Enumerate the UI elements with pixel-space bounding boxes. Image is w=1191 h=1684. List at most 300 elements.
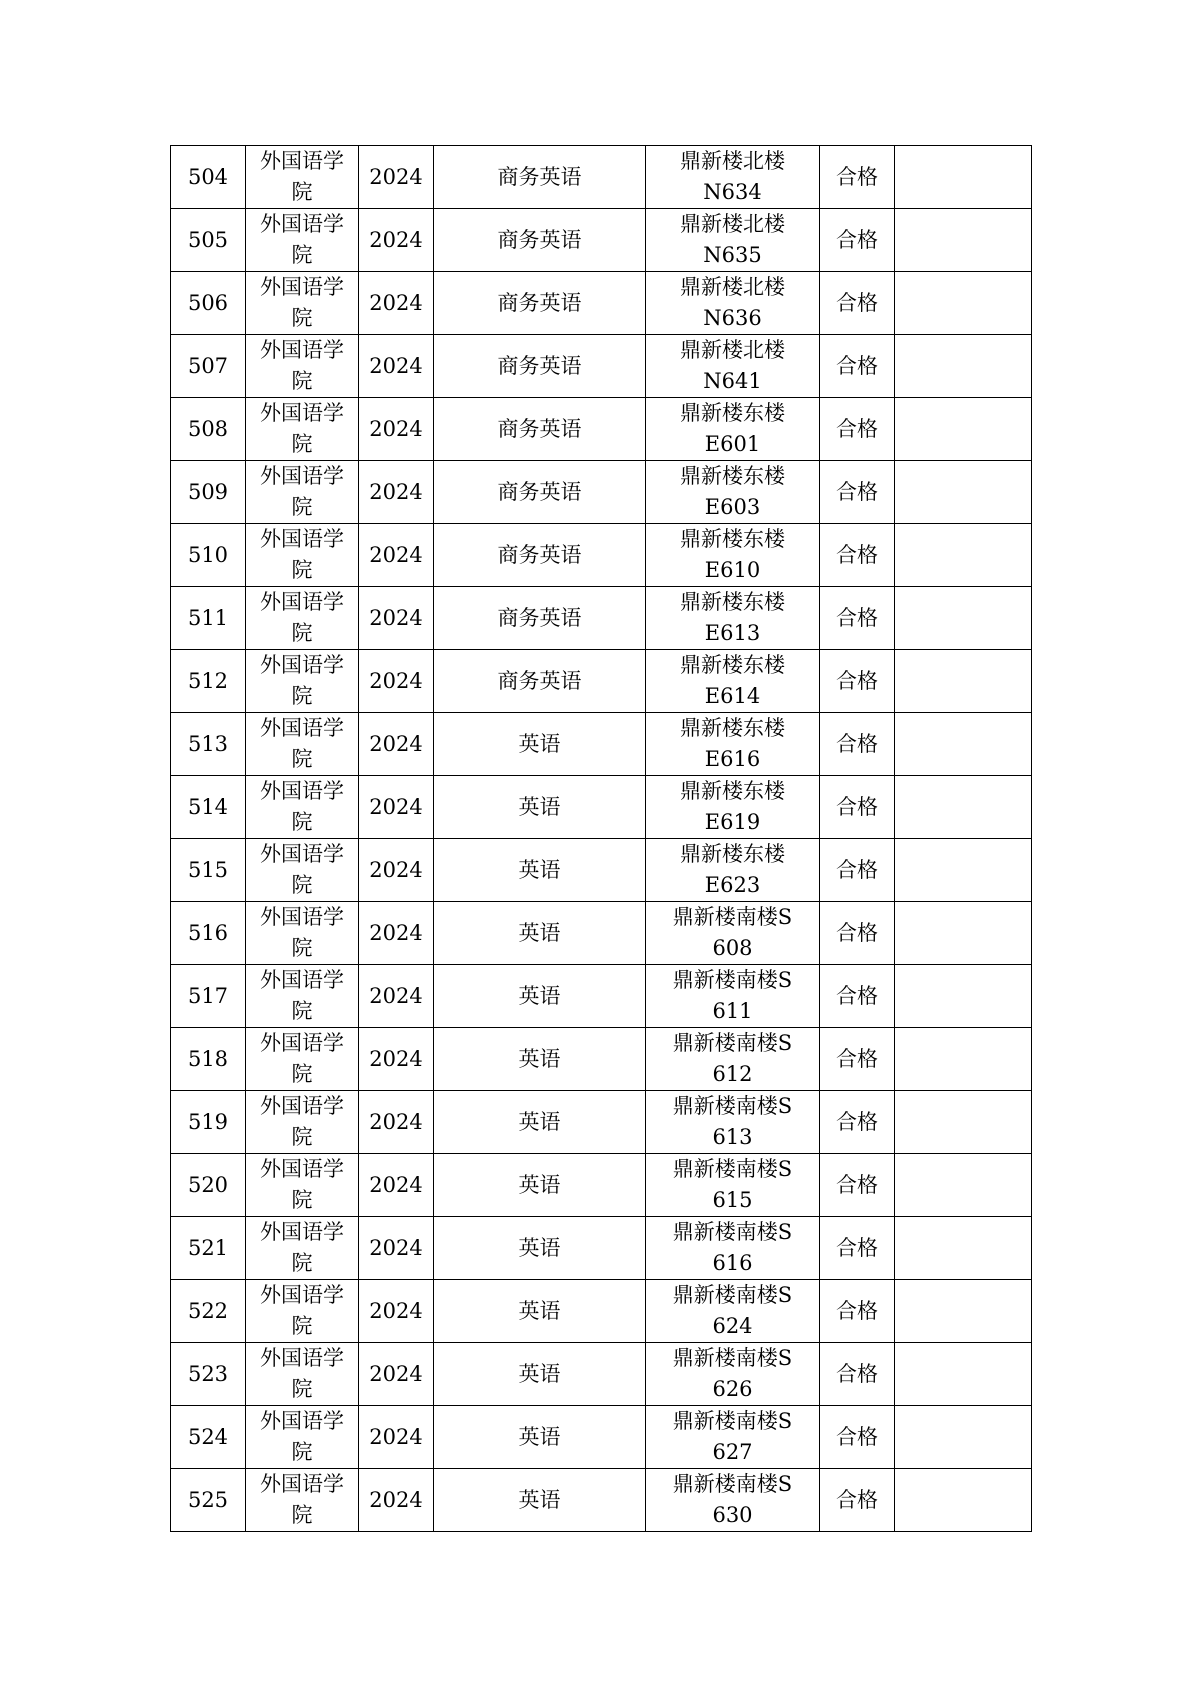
cell-room [646,1154,820,1217]
cell-result-text: 合格 [836,1235,878,1260]
cell-major-text: 英语 [518,1487,561,1512]
cell-year [359,650,434,713]
cell-major [434,1280,646,1343]
cell-college-text: 外国语学院 [260,464,344,519]
cell-result [820,461,895,524]
cell-number [171,1469,246,1532]
table-row [171,902,1032,965]
cell-room [646,461,820,524]
cell-college-text: 外国语学院 [260,149,344,204]
cell-note [895,1469,1032,1532]
cell-major-text: 商务英语 [497,542,582,567]
cell-room [646,398,820,461]
cell-college [246,461,359,524]
cell-major-text: 英语 [518,1361,561,1386]
table-row [171,272,1032,335]
cell-note [895,587,1032,650]
table-row [171,461,1032,524]
cell-room-text: 鼎新楼南楼S608 [672,905,793,960]
cell-room-text: 鼎新楼东楼E616 [680,716,785,771]
cell-year [359,1217,434,1280]
cell-year-text: 2024 [369,983,423,1008]
cell-major [434,335,646,398]
cell-major-text: 英语 [518,1046,561,1071]
cell-number [171,272,246,335]
cell-number-text: 520 [187,1172,229,1197]
cell-result [820,965,895,1028]
cell-major-text: 英语 [518,983,561,1008]
cell-room [646,335,820,398]
cell-number [171,965,246,1028]
cell-year [359,272,434,335]
cell-major [434,713,646,776]
cell-college-text: 外国语学院 [260,1283,344,1338]
cell-room-text: 鼎新楼南楼S630 [672,1472,793,1527]
cell-note [895,902,1032,965]
cell-major [434,776,646,839]
table-body [171,146,1032,1532]
cell-room [646,839,820,902]
cell-major [434,902,646,965]
cell-college-text: 外国语学院 [260,1409,344,1464]
cell-year [359,713,434,776]
cell-major-text: 英语 [518,1235,561,1260]
cell-room [646,1091,820,1154]
cell-room [646,902,820,965]
cell-result [820,398,895,461]
cell-major [434,1028,646,1091]
cell-college-text: 外国语学院 [260,779,344,834]
cell-number-text: 523 [187,1361,229,1386]
cell-room-text: 鼎新楼南楼S613 [672,1094,793,1149]
cell-major-text: 英语 [518,731,561,756]
cell-college [246,1028,359,1091]
cell-room-text: 鼎新楼东楼E613 [680,590,785,645]
cell-number [171,461,246,524]
cell-year [359,524,434,587]
table-row [171,209,1032,272]
cell-number-text: 513 [187,731,229,756]
cell-year-text: 2024 [369,290,423,315]
cell-room [646,1469,820,1532]
cell-result-text: 合格 [836,605,878,630]
cell-year-text: 2024 [369,1361,423,1386]
cell-college-text: 外国语学院 [260,1472,344,1527]
table-row [171,1028,1032,1091]
cell-result [820,776,895,839]
table-row [171,1154,1032,1217]
cell-college [246,1154,359,1217]
cell-number-text: 508 [187,416,229,441]
cell-year [359,461,434,524]
cell-major [434,1406,646,1469]
cell-result-text: 合格 [836,416,878,441]
cell-college [246,650,359,713]
table-row [171,839,1032,902]
table-row [171,1343,1032,1406]
cell-major [434,965,646,1028]
cell-note [895,461,1032,524]
cell-major [434,650,646,713]
cell-year-text: 2024 [369,668,423,693]
cell-note [895,1406,1032,1469]
cell-year-text: 2024 [369,1172,423,1197]
cell-college [246,839,359,902]
cell-result-text: 合格 [836,1172,878,1197]
cell-number [171,776,246,839]
cell-number-text: 507 [187,353,229,378]
cell-year [359,335,434,398]
cell-college [246,965,359,1028]
cell-note [895,1028,1032,1091]
table-row [171,1280,1032,1343]
cell-major [434,272,646,335]
cell-result-text: 合格 [836,1046,878,1071]
cell-number [171,1217,246,1280]
cell-major-text: 商务英语 [497,668,582,693]
cell-major [434,146,646,209]
cell-college [246,902,359,965]
cell-result-text: 合格 [836,1109,878,1134]
cell-result [820,902,895,965]
cell-room [646,524,820,587]
cell-number [171,146,246,209]
cell-year-text: 2024 [369,731,423,756]
cell-room [646,146,820,209]
cell-number [171,1406,246,1469]
cell-major-text: 英语 [518,857,561,882]
cell-number-text: 510 [187,542,229,567]
cell-year-text: 2024 [369,794,423,819]
cell-result [820,1217,895,1280]
cell-major-text: 英语 [518,1424,561,1449]
cell-room [646,1343,820,1406]
cell-result-text: 合格 [836,794,878,819]
cell-year [359,1091,434,1154]
cell-major [434,524,646,587]
cell-college-text: 外国语学院 [260,212,344,267]
cell-major-text: 英语 [518,1298,561,1323]
table-row [171,335,1032,398]
dormitory-inspection-table [170,145,1032,1532]
cell-room-text: 鼎新楼南楼S615 [672,1157,793,1212]
cell-year-text: 2024 [369,542,423,567]
cell-major-text: 英语 [518,1172,561,1197]
cell-result [820,1028,895,1091]
cell-year-text: 2024 [369,353,423,378]
cell-number-text: 511 [187,605,229,630]
cell-college-text: 外国语学院 [260,1157,344,1212]
cell-year [359,1469,434,1532]
cell-note [895,524,1032,587]
cell-room-text: 鼎新楼东楼E603 [680,464,785,519]
cell-major-text: 商务英语 [497,353,582,378]
cell-major-text: 商务英语 [497,290,582,315]
cell-result-text: 合格 [836,290,878,315]
cell-year-text: 2024 [369,416,423,441]
cell-year [359,1154,434,1217]
cell-year [359,209,434,272]
cell-note [895,776,1032,839]
cell-year-text: 2024 [369,1046,423,1071]
cell-room-text: 鼎新楼东楼E623 [680,842,785,897]
cell-number [171,1154,246,1217]
cell-result-text: 合格 [836,920,878,945]
cell-room-text: 鼎新楼南楼S626 [672,1346,793,1401]
cell-note [895,1217,1032,1280]
cell-note [895,1154,1032,1217]
cell-result [820,1280,895,1343]
cell-room [646,587,820,650]
cell-year [359,776,434,839]
cell-number-text: 525 [187,1487,229,1512]
cell-result [820,209,895,272]
cell-major [434,1154,646,1217]
cell-college [246,587,359,650]
cell-major-text: 英语 [518,1109,561,1134]
cell-major [434,1343,646,1406]
cell-room [646,1406,820,1469]
cell-result-text: 合格 [836,668,878,693]
cell-number [171,650,246,713]
cell-college-text: 外国语学院 [260,527,344,582]
cell-major-text: 商务英语 [497,605,582,630]
cell-college-text: 外国语学院 [260,401,344,456]
table-row [171,1091,1032,1154]
cell-result-text: 合格 [836,353,878,378]
cell-room [646,776,820,839]
cell-major-text: 商务英语 [497,227,582,252]
cell-room-text: 鼎新楼东楼E610 [680,527,785,582]
cell-result [820,335,895,398]
table-row [171,1406,1032,1469]
cell-number-text: 524 [187,1424,229,1449]
cell-college-text: 外国语学院 [260,590,344,645]
cell-result [820,650,895,713]
cell-college [246,1091,359,1154]
cell-number [171,1343,246,1406]
cell-result-text: 合格 [836,1361,878,1386]
table-row [171,587,1032,650]
cell-college-text: 外国语学院 [260,1220,344,1275]
cell-room [646,965,820,1028]
cell-room-text: 鼎新楼北楼N634 [680,149,785,204]
cell-college [246,335,359,398]
cell-number [171,839,246,902]
cell-note [895,839,1032,902]
cell-room [646,1028,820,1091]
cell-college [246,1406,359,1469]
cell-college [246,1343,359,1406]
cell-college-text: 外国语学院 [260,1094,344,1149]
cell-room-text: 鼎新楼北楼N635 [680,212,785,267]
cell-result [820,587,895,650]
cell-major-text: 英语 [518,920,561,945]
cell-number [171,1280,246,1343]
cell-college-text: 外国语学院 [260,275,344,330]
cell-number [171,1028,246,1091]
cell-college-text: 外国语学院 [260,1031,344,1086]
cell-college [246,776,359,839]
cell-number-text: 519 [187,1109,229,1134]
cell-major [434,209,646,272]
cell-major [434,839,646,902]
cell-major-text: 商务英语 [497,479,582,504]
cell-number [171,713,246,776]
cell-major-text: 商务英语 [497,164,582,189]
cell-number [171,1091,246,1154]
cell-note [895,1343,1032,1406]
cell-room [646,650,820,713]
cell-room-text: 鼎新楼东楼E619 [680,779,785,834]
cell-result [820,1154,895,1217]
cell-college-text: 外国语学院 [260,653,344,708]
cell-college-text: 外国语学院 [260,968,344,1023]
cell-college [246,398,359,461]
table-row [171,1469,1032,1532]
cell-result-text: 合格 [836,731,878,756]
table-row [171,776,1032,839]
cell-college [246,272,359,335]
cell-college [246,1469,359,1532]
cell-room [646,272,820,335]
cell-year-text: 2024 [369,1109,423,1134]
cell-number [171,398,246,461]
cell-room [646,713,820,776]
cell-year [359,146,434,209]
cell-result [820,146,895,209]
cell-note [895,1280,1032,1343]
cell-year-text: 2024 [369,1235,423,1260]
cell-result-text: 合格 [836,164,878,189]
cell-year-text: 2024 [369,605,423,630]
cell-result-text: 合格 [836,857,878,882]
cell-result-text: 合格 [836,1424,878,1449]
cell-result [820,524,895,587]
cell-note [895,146,1032,209]
cell-number [171,902,246,965]
cell-major-text: 英语 [518,794,561,819]
cell-number-text: 521 [187,1235,229,1260]
cell-number-text: 518 [187,1046,229,1071]
cell-year-text: 2024 [369,920,423,945]
cell-room-text: 鼎新楼北楼N641 [680,338,785,393]
cell-college-text: 外国语学院 [260,842,344,897]
table-row [171,398,1032,461]
cell-room-text: 鼎新楼南楼S611 [672,968,793,1023]
cell-college [246,1280,359,1343]
cell-room [646,1217,820,1280]
cell-major [434,1091,646,1154]
cell-year [359,1028,434,1091]
cell-year-text: 2024 [369,1424,423,1449]
table-row [171,965,1032,1028]
cell-room-text: 鼎新楼南楼S616 [672,1220,793,1275]
cell-room [646,1280,820,1343]
cell-result-text: 合格 [836,479,878,504]
cell-number-text: 516 [187,920,229,945]
cell-major [434,461,646,524]
cell-result-text: 合格 [836,227,878,252]
cell-year [359,839,434,902]
cell-year [359,398,434,461]
cell-year [359,965,434,1028]
cell-number [171,524,246,587]
cell-result [820,839,895,902]
cell-result-text: 合格 [836,542,878,567]
cell-college [246,146,359,209]
cell-number-text: 504 [187,164,229,189]
cell-note [895,650,1032,713]
cell-year [359,902,434,965]
cell-year-text: 2024 [369,479,423,504]
cell-college [246,209,359,272]
cell-year-text: 2024 [369,227,423,252]
table-row [171,146,1032,209]
cell-college-text: 外国语学院 [260,905,344,960]
cell-college-text: 外国语学院 [260,1346,344,1401]
cell-number-text: 512 [187,668,229,693]
cell-college [246,713,359,776]
cell-number [171,587,246,650]
cell-number-text: 509 [187,479,229,504]
cell-year [359,1406,434,1469]
cell-room-text: 鼎新楼南楼S624 [672,1283,793,1338]
cell-room-text: 鼎新楼东楼E614 [680,653,785,708]
cell-year-text: 2024 [369,857,423,882]
cell-college [246,1217,359,1280]
cell-year-text: 2024 [369,1298,423,1323]
cell-year [359,1280,434,1343]
cell-major-text: 商务英语 [497,416,582,441]
cell-note [895,335,1032,398]
cell-college-text: 外国语学院 [260,338,344,393]
cell-number [171,209,246,272]
cell-year-text: 2024 [369,1487,423,1512]
cell-result [820,1469,895,1532]
table-row [171,1217,1032,1280]
table-row [171,713,1032,776]
cell-note [895,713,1032,776]
cell-number [171,335,246,398]
cell-room [646,209,820,272]
cell-room-text: 鼎新楼东楼E601 [680,401,785,456]
cell-year-text: 2024 [369,164,423,189]
cell-result-text: 合格 [836,983,878,1008]
cell-result [820,1091,895,1154]
cell-number-text: 515 [187,857,229,882]
cell-number-text: 522 [187,1298,229,1323]
cell-major [434,1217,646,1280]
cell-number-text: 514 [187,794,229,819]
cell-major [434,587,646,650]
cell-note [895,965,1032,1028]
cell-number-text: 505 [187,227,229,252]
cell-note [895,209,1032,272]
table-row [171,650,1032,713]
cell-number-text: 506 [187,290,229,315]
cell-year [359,1343,434,1406]
cell-major [434,398,646,461]
cell-result-text: 合格 [836,1298,878,1323]
cell-room-text: 鼎新楼北楼N636 [680,275,785,330]
cell-result-text: 合格 [836,1487,878,1512]
cell-room-text: 鼎新楼南楼S612 [672,1031,793,1086]
table-row [171,524,1032,587]
cell-note [895,272,1032,335]
cell-college [246,524,359,587]
cell-year [359,587,434,650]
